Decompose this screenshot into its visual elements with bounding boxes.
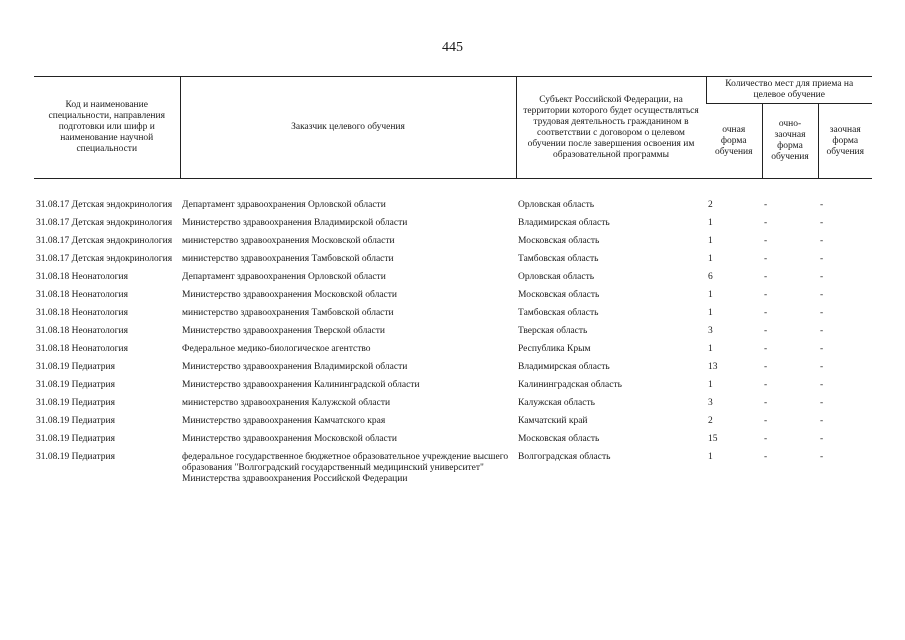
cell-extramural: - (820, 218, 824, 228)
cell-code: 31.08.17 Детская эндокринология (36, 254, 173, 264)
cell-part-time: - (764, 380, 768, 390)
cell-extramural: - (820, 380, 824, 390)
table-row (34, 215, 872, 233)
cell-full-time: 1 (708, 308, 713, 318)
header-part-time: очно-заочная форма обучения (762, 104, 818, 179)
cell-region: Орловская область (518, 200, 595, 210)
cell-full-time: 15 (708, 434, 718, 444)
header-code: Код и наименование специальности, направления подготовки или шифр и наименование научной специальности (34, 77, 180, 179)
table-row (34, 251, 872, 269)
cell-region: Московская область (518, 434, 600, 444)
cell-customer: Министерство здравоохранения Тверской области (182, 326, 385, 336)
cell-code: 31.08.18 Неонатология (36, 272, 128, 282)
cell-code: 31.08.18 Неонатология (36, 290, 128, 300)
cell-region: Орловская область (518, 272, 595, 282)
cell-part-time: - (764, 236, 768, 246)
cell-part-time: - (764, 416, 768, 426)
cell-full-time: 13 (708, 362, 718, 372)
cell-code: 31.08.19 Педиатрия (36, 398, 115, 408)
table-row (34, 431, 872, 449)
target-training-table (34, 76, 872, 489)
cell-part-time: - (764, 398, 768, 408)
table-row (34, 377, 872, 395)
cell-full-time: 1 (708, 452, 713, 462)
header-region: Субъект Российской Федерации, на территории которого будет осуществляться трудовая деятельность гражданином в соответствии с договором о целевом обучении после завершения освоения им образовательной программы (516, 77, 706, 179)
cell-customer: Министерство здравоохранения Владимирской области (182, 218, 408, 228)
cell-region: Республика Крым (518, 344, 591, 354)
cell-full-time: 3 (708, 326, 713, 336)
cell-full-time: 2 (708, 200, 713, 210)
cell-region: Владимирская область (518, 218, 610, 228)
cell-extramural: - (820, 398, 824, 408)
cell-code: 31.08.18 Неонатология (36, 308, 128, 318)
cell-extramural: - (820, 254, 824, 264)
cell-region: Тамбовская область (518, 308, 599, 318)
cell-extramural: - (820, 344, 824, 354)
cell-region: Тверская область (518, 326, 588, 336)
cell-code: 31.08.19 Педиатрия (36, 452, 115, 462)
cell-customer: Министерство здравоохранения Владимирской области (182, 362, 408, 372)
table-row (34, 341, 872, 359)
table-row (34, 269, 872, 287)
cell-extramural: - (820, 290, 824, 300)
cell-extramural: - (820, 452, 824, 462)
cell-customer: Департамент здравоохранения Орловской области (182, 272, 386, 282)
table-row (34, 197, 872, 215)
cell-part-time: - (764, 362, 768, 372)
cell-full-time: 2 (708, 416, 713, 426)
cell-customer: министерство здравоохранения Московской области (182, 236, 395, 246)
cell-full-time: 1 (708, 236, 713, 246)
header-extramural: заочная форма обучения (818, 104, 872, 179)
cell-code: 31.08.19 Педиатрия (36, 416, 115, 426)
cell-part-time: - (764, 452, 768, 462)
table-body (34, 179, 872, 490)
cell-code: 31.08.18 Неонатология (36, 326, 128, 336)
cell-part-time: - (764, 434, 768, 444)
table-row (34, 305, 872, 323)
cell-extramural: - (820, 308, 824, 318)
header-customer: Заказчик целевого обучения (180, 77, 516, 179)
cell-code: 31.08.17 Детская эндокринология (36, 218, 173, 228)
cell-code: 31.08.19 Педиатрия (36, 380, 115, 390)
cell-code: 31.08.19 Педиатрия (36, 434, 115, 444)
cell-code: 31.08.17 Детская эндокринология (36, 200, 173, 210)
table-row (34, 287, 872, 305)
cell-code: 31.08.19 Педиатрия (36, 362, 115, 372)
cell-full-time: 1 (708, 254, 713, 264)
cell-full-time: 1 (708, 218, 713, 228)
cell-extramural: - (820, 200, 824, 210)
cell-part-time: - (764, 290, 768, 300)
cell-region: Калининградская область (518, 380, 622, 390)
cell-customer: министерство здравоохранения Тамбовской области (182, 308, 394, 318)
cell-customer: Министерство здравоохранения Калининградской области (182, 380, 420, 390)
cell-region: Владимирская область (518, 362, 610, 372)
cell-extramural: - (820, 416, 824, 426)
table-row (34, 359, 872, 377)
cell-part-time: - (764, 344, 768, 354)
cell-part-time: - (764, 272, 768, 282)
cell-extramural: - (820, 434, 824, 444)
cell-part-time: - (764, 254, 768, 264)
cell-full-time: 1 (708, 380, 713, 390)
header-full-time: очная форма обучения (706, 104, 762, 179)
cell-region: Московская область (518, 290, 600, 300)
cell-extramural: - (820, 326, 824, 336)
cell-part-time: - (764, 308, 768, 318)
table-row (34, 449, 872, 489)
cell-customer: Департамент здравоохранения Орловской области (182, 200, 386, 210)
cell-customer: министерство здравоохранения Калужской области (182, 398, 391, 408)
cell-extramural: - (820, 362, 824, 372)
cell-region: Волгоградская область (518, 452, 611, 462)
cell-full-time: 6 (708, 272, 713, 282)
cell-code: 31.08.18 Неонатология (36, 344, 128, 354)
cell-region: Калужская область (518, 398, 595, 408)
table-row (34, 395, 872, 413)
cell-customer: федеральное государственное бюджетное образовательное учреждение высшего образования "Волгоградский государственный медицинский университет" Министерства здравоохранения Российской Федерации (182, 452, 509, 484)
table-row (34, 233, 872, 251)
cell-customer: Министерство здравоохранения Камчатского края (182, 416, 386, 426)
cell-full-time: 1 (708, 290, 713, 300)
cell-customer: министерство здравоохранения Тамбовской области (182, 254, 394, 264)
cell-extramural: - (820, 272, 824, 282)
table-header (34, 77, 872, 179)
table-row (34, 323, 872, 341)
table-row (34, 413, 872, 431)
cell-customer: Федеральное медико-биологическое агентство (182, 344, 371, 354)
page-number: 445 (442, 40, 463, 55)
cell-full-time: 1 (708, 344, 713, 354)
cell-part-time: - (764, 218, 768, 228)
cell-full-time: 3 (708, 398, 713, 408)
cell-extramural: - (820, 236, 824, 246)
cell-customer: Министерство здравоохранения Московской области (182, 290, 397, 300)
cell-customer: Министерство здравоохранения Московской области (182, 434, 397, 444)
header-places: Количество мест для приема на целевое обучение (706, 77, 872, 104)
cell-part-time: - (764, 326, 768, 336)
cell-region: Камчатский край (518, 416, 588, 426)
cell-region: Тамбовская область (518, 254, 599, 264)
cell-code: 31.08.17 Детская эндокринология (36, 236, 173, 246)
cell-part-time: - (764, 200, 768, 210)
cell-region: Московская область (518, 236, 600, 246)
